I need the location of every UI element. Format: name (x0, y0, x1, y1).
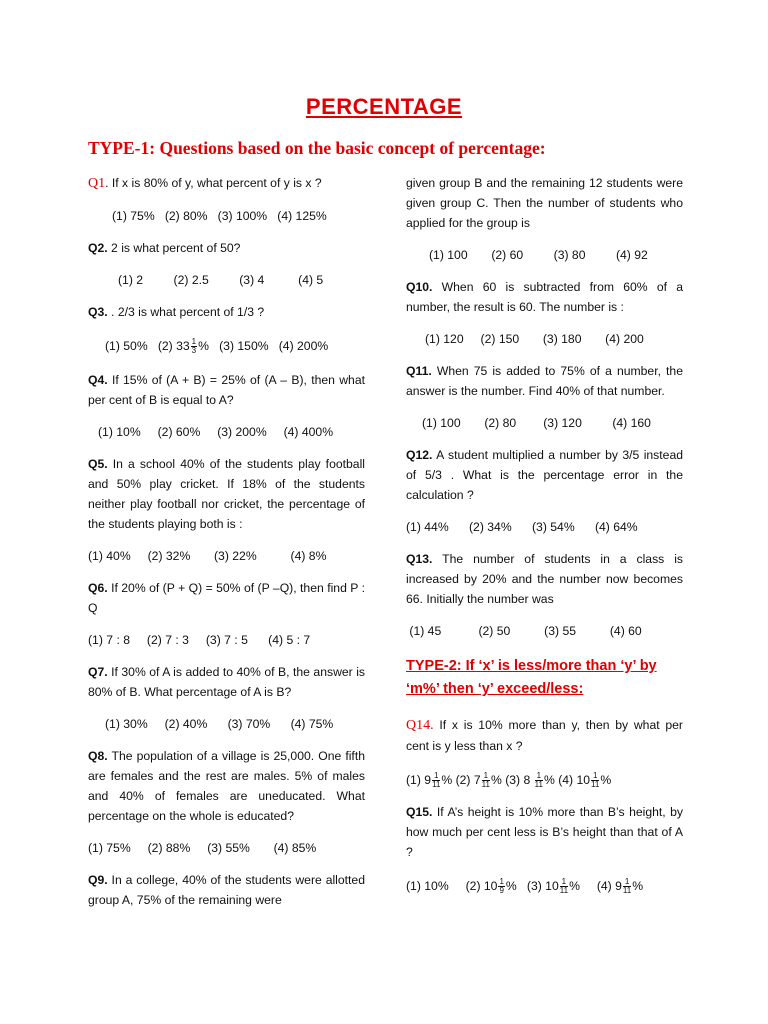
answer-options: (1) 2 (2) 2.5 (3) 4 (4) 5 (118, 273, 324, 287)
fraction: $\frac{1}{11}$ (622, 877, 632, 896)
question-number: Q12. (406, 448, 433, 462)
question-15 (406, 802, 683, 862)
fraction: $\frac{1}{11}$ (591, 771, 600, 790)
question-text: In a school 40% of the students play football and 50% play cricket. If 18% of the students neither play football nor cricket, the percentage of the students playing both is : (88, 457, 365, 531)
question-13 (406, 549, 683, 609)
question-1 (88, 173, 365, 194)
question-text: If 30% of A is added to 40% of B, the answer is 80% of B. What percentage of A is B? (88, 665, 365, 699)
question-text: . 2/3 is what percent of 1/3 ? (107, 305, 265, 319)
question-number: Q5. (88, 457, 108, 471)
option-text: % (3) 150% (4) 200% (198, 339, 329, 353)
question-number: Q10. (406, 280, 433, 294)
fraction: $\frac{1}{11}$ (559, 877, 569, 896)
question-number: Q14. (406, 718, 434, 733)
question-text: The number of students in a class is increased by 20% and the number now becomes 66. Initially the number was (406, 552, 683, 606)
page-title: PERCENTAGE (305, 94, 463, 119)
question-9-continued: given group B and the remaining 12 students were given group C. Then the number of students who applied for the group is (406, 176, 683, 230)
question-4 (88, 370, 365, 410)
answer-options: (1) 45 (2) 50 (3) 55 (4) 60 (406, 624, 642, 638)
question-number: Q7. (88, 665, 108, 679)
question-text: If 15% of (A + B) = 25% of (A – B), then what per cent of B is equal to A? (88, 373, 365, 407)
question-text: If 20% of (P + Q) = 50% of (P –Q), then find P : Q (88, 581, 365, 615)
question-number: Q13. (406, 552, 433, 566)
fraction: $\frac{1}{11}$ (534, 771, 543, 790)
question-number: Q8. (88, 749, 108, 763)
answer-options: (1) 100 (2) 80 (3) 120 (4) 160 (422, 416, 651, 430)
question-6 (88, 578, 365, 618)
question-text: When 75 is added to 75% of a number, the answer is the number. Find 40% of that number. (406, 364, 683, 398)
question-text: 2 is what percent of 50? (107, 241, 241, 255)
fraction: $\frac{1}{9}$ (499, 877, 504, 896)
answer-options: (1) 40% (2) 32% (3) 22% (4) 8% (88, 549, 327, 563)
question-text: In a college, 40% of the students were allotted group A, 75% of the remaining were (88, 873, 365, 907)
question-3 (88, 302, 365, 322)
question-text: . If x is 80% of y, what percent of y is x ? (105, 176, 322, 190)
question-11 (406, 361, 683, 401)
answer-options: (1) 10% (2) 60% (3) 200% (4) 400% (98, 425, 334, 439)
question-number: Q11. (406, 364, 432, 378)
fraction: $\frac{1}{3}$ (191, 337, 197, 356)
question-7 (88, 662, 365, 702)
question-12 (406, 445, 683, 505)
question-text: A student multiplied a number by 3/5 instead of 5/3 . What is the percentage error in the calculation ? (406, 448, 683, 502)
answer-options: (1) 44% (2) 34% (3) 54% (4) 64% (406, 520, 638, 534)
question-2 (88, 238, 365, 258)
question-5 (88, 454, 365, 534)
answer-options: (1) 7 : 8 (2) 7 : 3 (3) 7 : 5 (4) 5 : 7 (88, 633, 311, 647)
question-8 (88, 746, 365, 826)
type2-heading-line: TYPE-2: If ‘x’ is less/more than ‘y’ by (406, 658, 657, 674)
left-column (88, 173, 365, 910)
type1-heading: TYPE-1: Questions based on the basic concept of percentage: (88, 138, 546, 158)
question-number: Q3. (88, 305, 108, 319)
question-number: Q1 (88, 176, 106, 191)
answer-options: (1) 30% (2) 40% (3) 70% (4) 75% (105, 717, 334, 731)
fraction: $\frac{1}{11}$ (432, 771, 441, 790)
type2-heading (406, 655, 683, 701)
answer-options: (1) 75% (2) 80% (3) 100% (4) 125% (112, 209, 327, 223)
right-column (406, 173, 683, 896)
answer-options (88, 336, 365, 356)
question-number: Q4. (88, 373, 108, 387)
question-number: Q2. (88, 241, 108, 255)
question-text: If x is 10% more than y, then by what per cent is y less than x ? (406, 718, 683, 753)
question-text: The population of a village is 25,000. One fifth are females and the rest are males. 5% of males and 40% of females are uneducated. What percentage on the whole is educated? (88, 749, 365, 823)
question-number: Q9. (88, 873, 108, 887)
answer-options: (1) 120 (2) 150 (3) 180 (4) 200 (425, 332, 644, 346)
fraction: $\frac{1}{11}$ (481, 771, 490, 790)
question-14 (406, 715, 683, 756)
answer-options: (1) 9 $\frac{1}{11}$ % (2) 7 $\frac{1}{11}$ % (3) 8 $\frac{1}{11}$ % (4) 10 $\frac{1}{11}$ % (406, 771, 612, 790)
type2-heading-line: ‘m%’ then ‘y’ exceed/less: (406, 681, 584, 697)
option-text: (1) 50% (2) 33 (105, 339, 190, 353)
question-number: Q6. (88, 581, 108, 595)
answer-options: (1) 100 (2) 60 (3) 80 (4) 92 (429, 248, 648, 262)
question-9 (88, 870, 365, 910)
question-text: If A’s height is 10% more than B’s height, by how much per cent less is B’s height than that of A ? (406, 805, 683, 859)
question-number: Q15. (406, 805, 433, 819)
question-text: When 60 is subtracted from 60% of a number, the result is 60. The number is : (406, 280, 683, 314)
answer-options: (1) 75% (2) 88% (3) 55% (4) 85% (88, 841, 317, 855)
answer-options: (1) 10% (2) 10 $\frac{1}{9}$ % (3) 10 $\frac{1}{11}$ % (4) 9 $\frac{1}{11}$ % (406, 877, 644, 896)
question-10 (406, 277, 683, 317)
